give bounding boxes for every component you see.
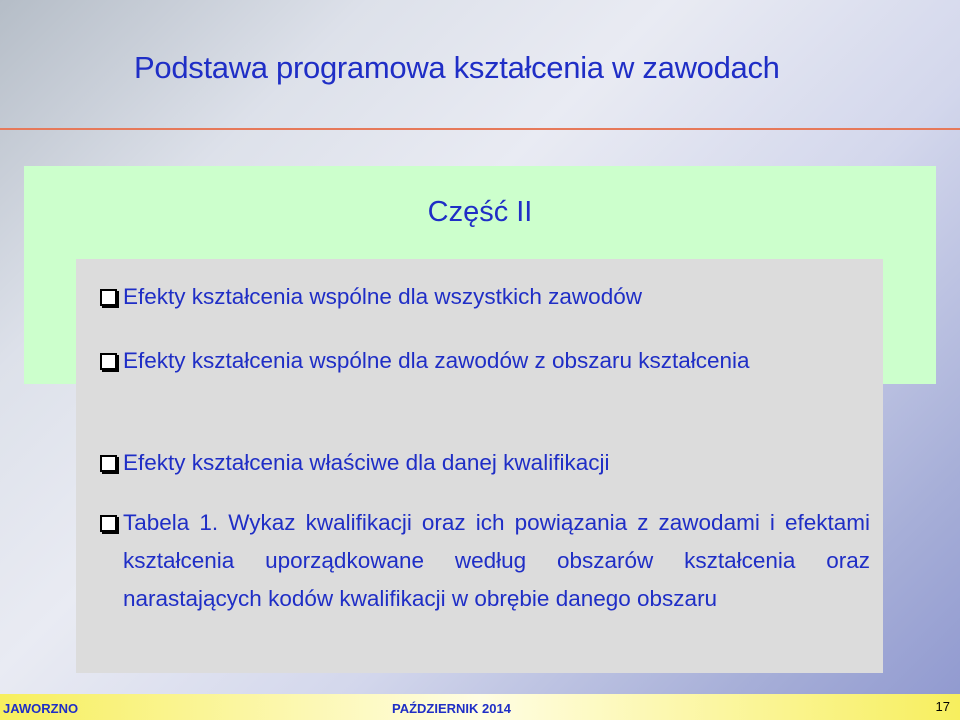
list-item-text: Efekty kształcenia wspólne dla wszystkich zawodów bbox=[123, 284, 642, 309]
title-divider bbox=[0, 128, 960, 130]
footer-location: JAWORZNO bbox=[3, 701, 79, 716]
list-item-text: Efekty kształcenia właściwe dla danej kwalifikacji bbox=[123, 450, 610, 475]
list-item bbox=[100, 342, 870, 380]
list-item bbox=[100, 444, 870, 482]
list-item-text: Tabela 1. Wykaz kwalifikacji oraz ich powiązania z zawodami i efektami kształcenia uporządkowane według obszarów kształcenia oraz narastających kodów kwalifikacji w obrębie danego obszaru bbox=[123, 510, 870, 611]
checkbox-icon bbox=[100, 515, 117, 532]
list-item bbox=[100, 504, 870, 618]
list-item bbox=[100, 278, 870, 316]
page-number: 17 bbox=[935, 699, 950, 714]
checkbox-icon bbox=[100, 289, 117, 306]
checkbox-icon bbox=[100, 353, 117, 370]
slide-title: Podstawa programowa kształcenia w zawodach bbox=[134, 50, 780, 85]
checkbox-icon bbox=[100, 455, 117, 472]
footer-date: PAŹDZIERNIK 2014 bbox=[392, 701, 511, 716]
content-box bbox=[76, 259, 883, 673]
list-item-text: Efekty kształcenia wspólne dla zawodów z obszaru kształcenia bbox=[123, 348, 750, 373]
slide-subtitle: Część II bbox=[427, 196, 533, 228]
